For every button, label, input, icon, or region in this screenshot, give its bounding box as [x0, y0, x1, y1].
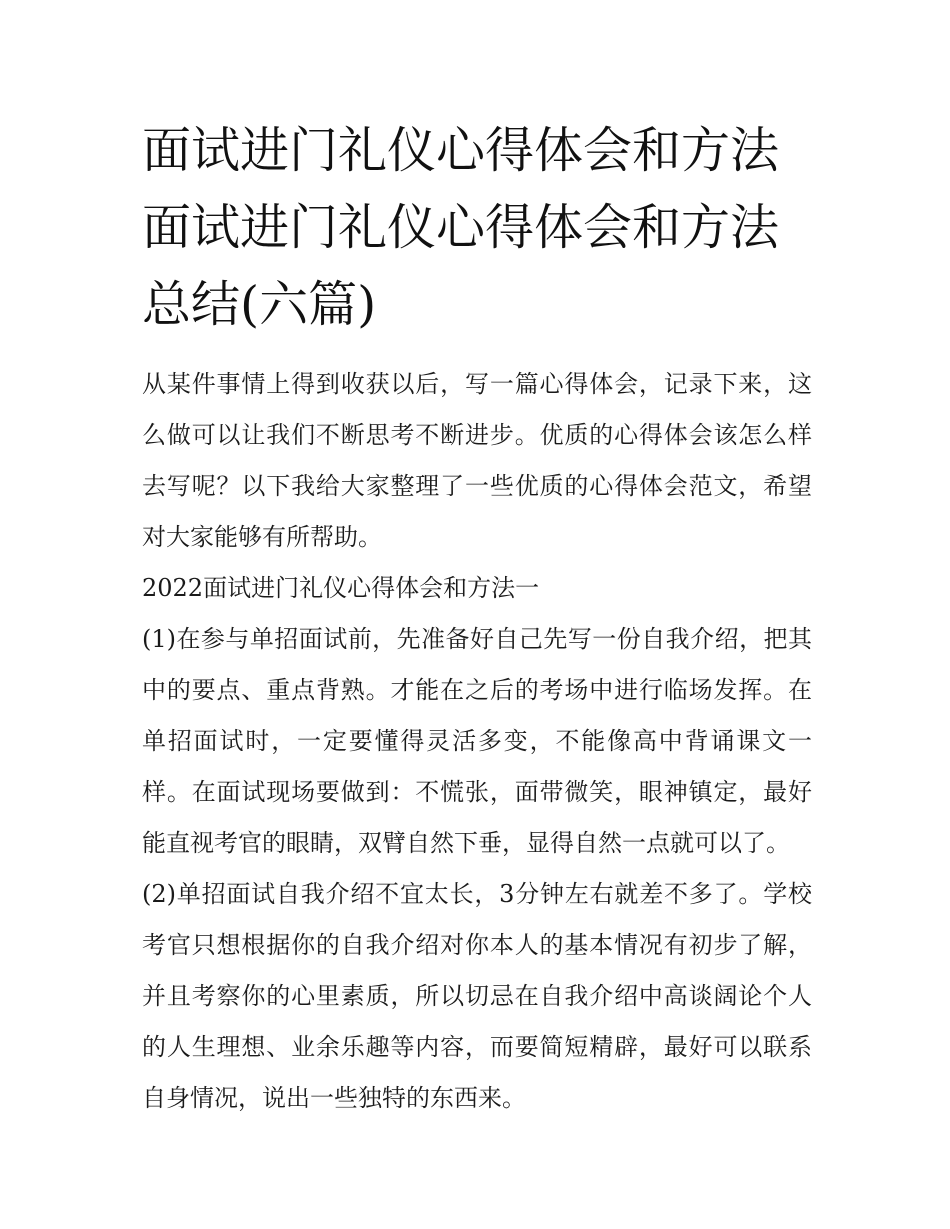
section-heading: 2022面试进门礼仪心得体会和方法一: [142, 574, 540, 602]
body-paragraph-1: (1)在参与单招面试前，先准备好自己先写一份自我介绍，把其中的要点、重点背熟。才能在之后的考场中进行临场发挥。在单招面试时，一定要懂得灵活多变，不能像高中背诵课文一样。在面试现场要做到：不慌张，面带微笑，眼神镇定，最好能直视考官的眼睛，双臂自然下垂，显得自然一点就可以了。: [142, 625, 812, 857]
document-body: [142, 359, 812, 1124]
body-paragraph-2: (2)单招面试自我介绍不宜太长，3分钟左右就差不多了。学校考官只想根据你的自我介绍对你本人的基本情况有初步了解，并且考察你的心里素质，所以切忌在自我介绍中高谈阔论个人的人生理想、业余乐趣等内容，而要简短精辟，最好可以联系自身情况，说出一些独特的东西来。: [142, 880, 812, 1112]
document-page: [142, 112, 812, 1124]
document-title: 面试进门礼仪心得体会和方法面试进门礼仪心得体会和方法总结(六篇): [142, 122, 780, 333]
intro-paragraph: 从某件事情上得到收获以后，写一篇心得体会，记录下来，这么做可以让我们不断思考不断进步。优质的心得体会该怎么样去写呢？以下我给大家整理了一些优质的心得体会范文，希望对大家能够有所帮助。: [142, 370, 812, 551]
